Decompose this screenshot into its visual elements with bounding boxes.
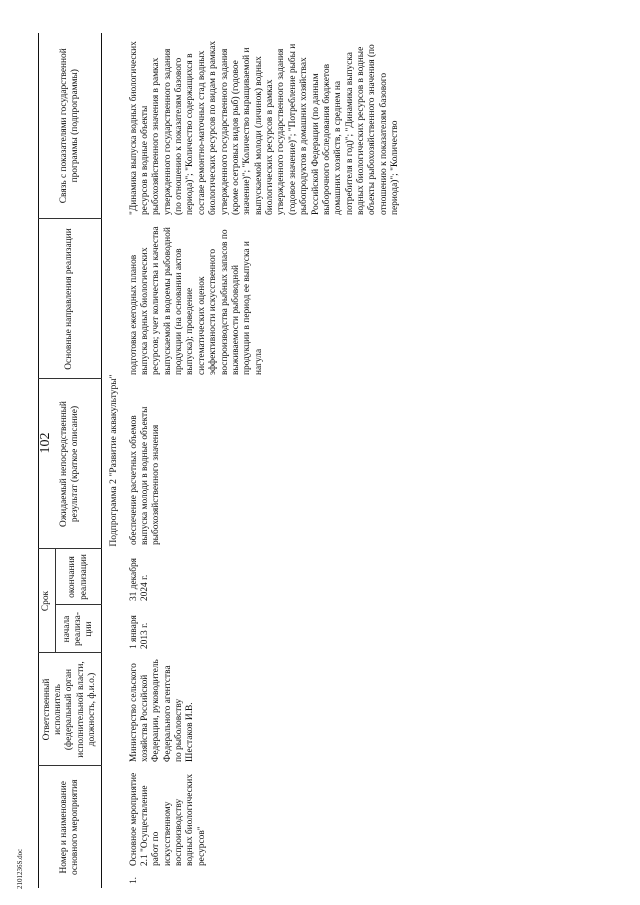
- activities-table: [38, 33, 404, 888]
- subprogram-title: Подпрограмма 2 "Развитие аквакультуры": [108, 374, 119, 547]
- header-indicators: Связь с показателями государственной программы (подпрограммы): [58, 48, 80, 204]
- subprogram-row: [102, 33, 128, 888]
- cell-indicators: "Динамика выпуска водных биологических ресурсов в водные объекты рыбохозяйственного значения в рамках утвержденного государственного задания (по отношению к показателям базового периода)"; "Количество содержащихся в составе ремонтно-маточных стад водных биологических ресурсов по видам в рамках утвержденного государственного задания (кроме осетровых видов рыб) (годовое значение)"; "Количество выращиваемой и выпускаемой молоди (личинок) водных биологических ресурсов в рамках утвержденного государственного задания (годовое значение)"; "Потребление рыбы и рыбопродуктов в домашних хозяйствах Российской Федерации (по данным выборочного обследования бюджетов домашних хозяйств, в среднем на потребителя в год)"; "Динамика выпуска водных биологических ресурсов в водные объекты рыбохозяйственного значения (по отношению к показателям базового периода)"; "Количество: [128, 40, 401, 215]
- header-number-name: Номер и наименование основного мероприятия: [39, 766, 102, 888]
- row-number: 1.: [128, 876, 139, 884]
- cell-directions: подготовка ежегодных планов выпуска водных биологических ресурсов; учет количества и качества выпускаемой в водоемы рыбоводной продукции (на основании актов выпуска); проведение систематических оценок эффективности искусственного воспроизводства рыбных запасов по выживаемости рыбоводной продукции в период ее выпуска и нагула: [128, 226, 264, 375]
- cell-executor: Министерство сельского хозяйства Российской Федерации, руководитель Федерального агентства по рыболовству Шестаков И.В.: [128, 659, 196, 762]
- table-row: [128, 33, 404, 888]
- cell-end: 31 декабря 2024 г.: [128, 558, 150, 601]
- rotated-table-area: [38, 33, 618, 888]
- cell-start: 1 января 2013 г.: [128, 615, 150, 649]
- activity-name: Основное мероприятие 2.1 "Осуществление работ по искусственному воспроизводству водных биологических ресурсов": [128, 772, 207, 866]
- header-directions: Основные направления реализации: [39, 219, 102, 379]
- cell-number-name: [128, 766, 404, 888]
- document-id: 2101236S.doc: [16, 848, 24, 889]
- header-start: начала реализа-ции: [56, 605, 102, 653]
- header-executor: Ответственный исполнитель (федеральный орган исполнительной власти, должность, ф.и.о.): [39, 653, 102, 766]
- header-result: Ожидаемый непосредственный результат (краткое описание): [39, 379, 102, 549]
- page-number: 102: [38, 432, 53, 454]
- header-end: окончания реализации: [56, 549, 102, 605]
- header-term: Срок: [39, 549, 56, 653]
- cell-result: обеспечение расчетных объемов выпуска молоди в водные объекты рыбохозяйственного значения: [128, 406, 162, 545]
